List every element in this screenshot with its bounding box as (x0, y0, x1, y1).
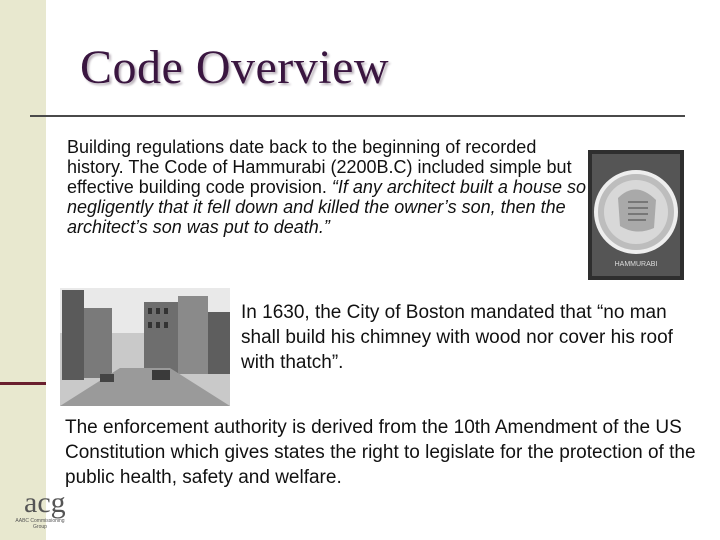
hammurabi-plain-text: Building regulations date back to the beginning of recorded history. The Code of Hammurabi (2200B.C) included simple but effective building code provision. (67, 137, 572, 197)
hammurabi-quote: “If any architect built a house so negligently that it fell down and killed the owner’s son, then the architect’s son was put to death.” (67, 177, 586, 237)
boston-street-photo (60, 288, 230, 406)
boston-paragraph: In 1630, the City of Boston mandated that “no man shall build his chimney with wood nor cover his roof with thatch”. (241, 302, 673, 373)
hammurabi-medallion-image (588, 150, 684, 280)
medallion-caption: HAMMURABI (614, 261, 658, 268)
left-side-bar (0, 0, 46, 540)
acg-logo (10, 488, 70, 534)
slide-title: Code Overview (80, 41, 390, 94)
hammurabi-paragraph (67, 137, 587, 237)
logo-text: acg (24, 486, 66, 519)
enforcement-paragraph: The enforcement authority is derived from the 10th Amendment of the US Constitution which gives states the right to legislate for the protection of the public health, safety and welfare. (65, 417, 696, 488)
logo-subtext: AABC Commissioning Group (15, 518, 65, 530)
left-accent-bar (0, 382, 46, 385)
title-divider (30, 115, 685, 117)
